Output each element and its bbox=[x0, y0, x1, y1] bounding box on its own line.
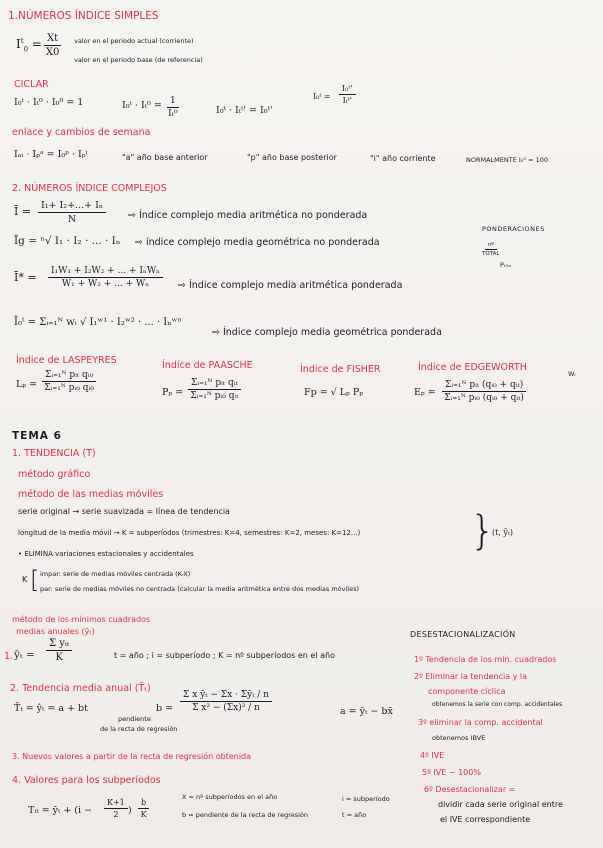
note-base-posterior: "p" año base posterior bbox=[247, 153, 337, 162]
f2-formula: Īg = ⁿ√ I₁ · I₂ · ... · Iₙ bbox=[14, 235, 121, 247]
f3-lhs: Ī* = bbox=[14, 271, 37, 284]
curly-bracket: } bbox=[470, 508, 496, 554]
simple-index-numerator: Xt bbox=[44, 33, 61, 46]
step-4-note-b: b = pendiente de la recta de regresión bbox=[182, 811, 309, 819]
step-4-note-t: t = año bbox=[342, 811, 367, 819]
step-2-a: a = ȳₜ − bx̄ bbox=[340, 706, 393, 717]
elimina-line: • ELIMINA variaciones estacionales y accidentales bbox=[18, 550, 194, 558]
desest-step-5: 5º IVE − 100% bbox=[422, 768, 481, 777]
serie-line: serie original → serie suavizada = línea de tendencia bbox=[18, 507, 230, 516]
property-1: I₀ᵗ · Iₜ⁰ · I₀⁰ = 1 bbox=[14, 97, 84, 108]
step-4-note-x: X = nº subperíodos en el año bbox=[182, 793, 278, 801]
desest-step-6a: 6º Desestacionalizar = bbox=[424, 785, 516, 794]
ponderaciones-label: PONDERACIONES bbox=[482, 225, 545, 233]
tema-6-title: TEMA 6 bbox=[12, 430, 62, 442]
laspeyres-lhs: Lₚ = bbox=[16, 379, 38, 390]
note-normalmente: NORMALMENTE I₀⁰ = 100 bbox=[466, 156, 549, 164]
desest-title: DESESTACIONALIZACIÓN bbox=[410, 630, 516, 639]
step-4-note-i: i = subperíodo bbox=[342, 795, 390, 803]
denominator-note: valor en el periodo base (de referencia) bbox=[74, 56, 203, 64]
medias-anuales-label: medias anuales (ȳₜ) bbox=[16, 627, 95, 636]
f3-fraction: I₁W₁ + I₂W₂ + ... + IₙWₙ W₁ + W₂ + ... + Wₙ bbox=[48, 266, 163, 289]
arrow-right-icon: ⇨ bbox=[178, 280, 189, 291]
desest-step-2b: componente cíclica bbox=[428, 687, 506, 696]
medias-moviles-title: método de las medias móviles bbox=[18, 489, 164, 500]
laspeyres-title: Índice de LASPEYRES bbox=[16, 355, 117, 366]
impar-line: impar: serie de medias móviles centrada (K-X) bbox=[40, 570, 191, 578]
paasche-fraction: Σᵢ₌₁ᴺ pᵢₜ qᵢₜ Σᵢ₌₁ᴺ pᵢ₀ qᵢₜ bbox=[188, 378, 241, 401]
step-4-close: ) bbox=[128, 805, 132, 816]
laspeyres-fraction: Σᵢ₌₁ᴺ pᵢₜ qᵢ₀ Σᵢ₌₁ᴺ pᵢ₀ qᵢ₀ bbox=[42, 370, 96, 393]
property-4-lhs: I₀ᵗ = bbox=[313, 92, 331, 101]
edgeworth-lhs: Eₚ = bbox=[414, 387, 436, 398]
property-3: I₀ᵗ · Iₜᵗ' = I₀ᵗ' bbox=[216, 105, 273, 116]
simple-index-fraction bbox=[44, 33, 61, 58]
enlace-formula: Iₐᵢ · Iₚᵃ = I₀ᵖ · Iₚⁱ bbox=[14, 149, 88, 160]
left-bracket: [ bbox=[30, 566, 40, 594]
note-base-anterior: "a" año base anterior bbox=[122, 153, 208, 162]
simple-index-lhs: $I^t_0$ = bbox=[16, 37, 42, 54]
paasche-title: Índice de PAASCHE bbox=[162, 360, 253, 371]
step-4-title: 4. Valores para los subperíodos bbox=[12, 775, 161, 786]
step-2-b-label: b = bbox=[156, 703, 174, 714]
property-2-fraction: $\frac{1}{\text{Iₜ⁰}}$ bbox=[168, 96, 178, 119]
pair-label: (t, ȳₜ) bbox=[492, 528, 514, 537]
par-line: par: serie de medias móviles no centrada (calcular la media aritmética entre dos medias móviles) bbox=[40, 585, 360, 593]
f4-description: ⇨ Índice complejo media geométrica ponderada bbox=[212, 327, 442, 338]
arrow-right-icon: ⇨ bbox=[212, 327, 223, 338]
arrow-right-icon: ⇨ bbox=[135, 237, 146, 248]
step-2-pendiente: pendiente bbox=[118, 715, 151, 723]
desest-step-2c: obtenemos la serie con comp. accidentales bbox=[432, 701, 563, 708]
edgeworth-weight-label: Wᵢ bbox=[568, 370, 576, 378]
step-2-b-fraction: Σ x ȳₜ − Σx · Σȳₜ / n Σ x² − (Σx)² / n bbox=[180, 690, 272, 713]
enlace-title: enlace y cambios de semana bbox=[12, 127, 151, 138]
step-3: 3. Nuevos valores a partir de la recta de regresión obtenida bbox=[12, 752, 252, 761]
tendencia-title: 1. TENDENCIA (T) bbox=[12, 448, 96, 459]
property-2-lhs: I₀ᵗ · Iₜ⁰ = bbox=[122, 100, 162, 111]
desest-step-1: 1º Tendencia de los mín. cuadrados bbox=[414, 655, 557, 664]
simple-index-denominator: X0 bbox=[45, 47, 60, 58]
step-4-b-fraction: $\frac{b}{K}$ bbox=[138, 798, 149, 819]
f1-lhs: Ī = bbox=[14, 205, 32, 218]
step-1-lhs: ȳₜ = bbox=[14, 649, 35, 661]
numerator-note: valor en el periodo actual (corriente) bbox=[74, 37, 194, 45]
f4-formula: Ī₀ᵗ = Σᵢ₌₁ᴺ wᵢ √ I₁ʷ¹ · I₂ʷ² · ... · Iₙʷⁿ bbox=[14, 317, 182, 328]
f1-description: ⇨ Índice complejo media aritmética no ponderada bbox=[128, 210, 368, 221]
section-2-title: 2. NÚMEROS ÍNDICE COMPLEJOS bbox=[12, 183, 167, 194]
minimos-title: método de los mínimos cuadrados bbox=[12, 615, 151, 624]
longitud-line: longitud de la media móvil → K = subperíodos (trimestres: K=4, semestres: K=2, meses: K=12...) bbox=[18, 529, 361, 537]
desest-step-3a: 3º eliminar la comp. accidental bbox=[418, 718, 543, 727]
step-1-fraction: Σ yᵢₜ K bbox=[46, 638, 72, 663]
desest-step-6b: dividir cada serie original entre bbox=[438, 800, 563, 809]
desest-step-4: 4º IVE bbox=[420, 751, 445, 760]
property-4-fraction: I₀ᵗ' Iₜᵗ' bbox=[339, 84, 356, 105]
desest-step-3b: obtenemos IBVE bbox=[432, 734, 486, 742]
step-4-lhs: Tᵢₜ = ȳₜ + (i − bbox=[28, 805, 93, 816]
step-4-k-fraction: $\frac{K+1}{2}$ bbox=[104, 798, 128, 819]
fisher-formula: Fp = √ Lₚ Pₚ bbox=[304, 387, 364, 398]
step-1-prefix: 1. bbox=[4, 651, 14, 662]
f1-fraction: $\frac{\text{I₁+ I₂+...+ Iₙ}}{N}$ bbox=[38, 200, 106, 225]
edgeworth-title: Índice de EDGEWORTH bbox=[418, 362, 527, 373]
ciclar-label: CICLAR bbox=[14, 79, 49, 90]
desest-step-2a: 2º Eliminar la tendencia y la bbox=[414, 672, 528, 681]
f2-description: ⇨ índice complejo media geométrica no ponderada bbox=[135, 237, 380, 248]
k-label: K bbox=[22, 575, 28, 584]
paasche-lhs: Pₚ = bbox=[162, 387, 184, 398]
step-2-title: 2. Tendencia media anual (T̄ₜ) bbox=[10, 683, 151, 694]
arrow-right-icon: ⇨ bbox=[128, 210, 139, 221]
step-2-lhs: T̄ₜ = ŷₜ = a + bt bbox=[14, 703, 88, 714]
metodo-grafico-label: método gráfico bbox=[18, 469, 91, 480]
section-1-title: 1.NÚMEROS ÍNDICE SIMPLES bbox=[8, 10, 159, 22]
ponderaciones-fraction: nº TOTAL bbox=[482, 242, 500, 257]
edgeworth-fraction: Σᵢ₌₁ᴺ pᵢₜ (qᵢ₀ + qᵢₜ) Σᵢ₌₁ᴺ pᵢ₀ (qᵢ₀ + qᵢₜ) bbox=[442, 380, 526, 403]
step-2-pendiente-note: de la recta de regresión bbox=[100, 725, 178, 733]
note-año-corriente: "i" año corriente bbox=[370, 154, 436, 163]
step-1-note: t = año ; i = subperíodo ; K = nº subperíodos en el año bbox=[114, 651, 335, 660]
desest-step-6c: el IVE correspondiente bbox=[440, 815, 531, 824]
fisher-title: Índice de FISHER bbox=[300, 364, 381, 375]
f3-description: ⇨ Índice complejo media aritmética ponderada bbox=[178, 280, 403, 291]
ponderaciones-sub: Pₜ₀ₓ bbox=[500, 261, 512, 269]
